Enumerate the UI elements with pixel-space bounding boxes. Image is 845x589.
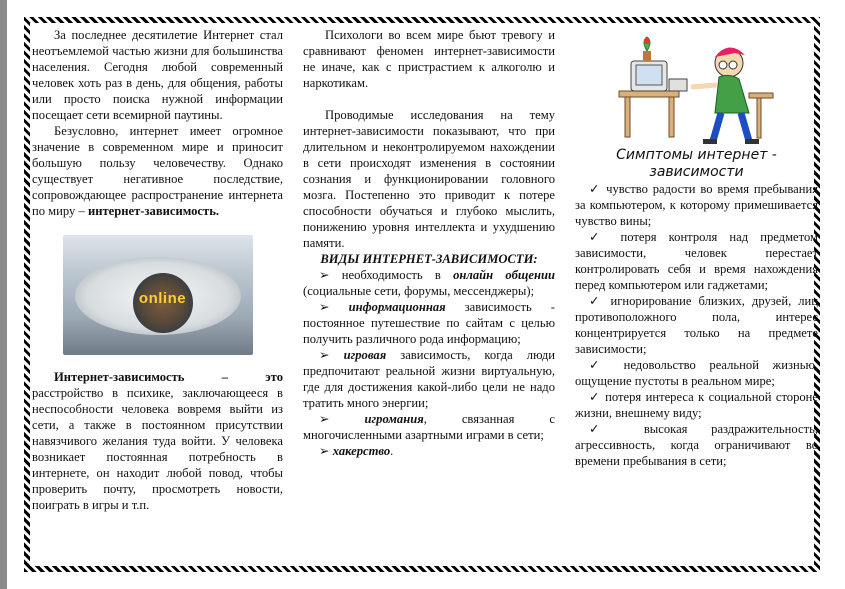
column-left <box>32 27 283 513</box>
checkmark-icon: ✓ <box>589 390 606 404</box>
symptom-item <box>575 293 818 357</box>
type-item-emphasis: онлайн общении <box>453 268 555 282</box>
type-item <box>303 347 555 411</box>
types-heading-text: ВИДЫ ИНТЕРНЕТ-ЗАВИСИМОСТИ <box>320 252 534 266</box>
type-item-text: . <box>390 444 394 458</box>
symptom-text: игнорирование близких, друзей, лиц противоположного пола, интерес концентрируется только на предмете зависимости; <box>575 294 819 356</box>
symptom-item <box>575 389 818 421</box>
type-item-emphasis: игромания <box>364 412 424 426</box>
symptom-text: недовольство реальной жизнью, ощущение пустоты в реальном мире; <box>575 358 819 388</box>
type-item-text: зависимость - постоянное путешествие по сайтам с целью получить различного рода информацию; <box>303 300 555 346</box>
checkmark-icon: ✓ <box>589 182 607 196</box>
type-item-text: , связанная с многочисленными азартными играми в сети; <box>303 412 555 442</box>
symptom-text: потеря интереса к социальной стороне жизни, внешнему виду; <box>575 390 818 420</box>
type-item-emphasis: информационная <box>348 300 446 314</box>
arrow-bullet-icon: ➢ <box>319 412 365 426</box>
arrow-bullet-icon: ➢ <box>319 300 349 314</box>
significance-paragraph <box>32 123 283 219</box>
checkmark-icon: ✓ <box>589 358 624 372</box>
addiction-term: интернет-зависимость. <box>87 204 220 218</box>
online-eye-image <box>63 235 253 355</box>
psychologists-paragraph: Психологи во всем мире бьют тревогу и сравнивают феномен интернет-зависимости не иначе, как с пристрастием к алкоголю и наркотикам. <box>303 28 555 90</box>
arrow-bullet-icon: ➢ <box>319 348 344 362</box>
symptom-item <box>575 229 818 293</box>
type-item <box>303 267 555 299</box>
definition-term: Интернет-зависимость – это <box>54 370 283 384</box>
type-item <box>303 299 555 347</box>
arrow-bullet-icon: ➢ <box>319 444 333 458</box>
type-item-emphasis: игровая <box>343 348 387 362</box>
checkmark-icon: ✓ <box>589 422 644 436</box>
types-heading: ВИДЫ ИНТЕРНЕТ-ЗАВИСИМОСТИ: <box>320 252 538 266</box>
computer-user-cartoon <box>617 29 777 147</box>
symptom-text: высокая раздражительность, агрессивность, когда ограничивают во времени пребывания в сети; <box>575 422 818 468</box>
type-item-text: зависимость, когда люди предпочитают реальной жизни виртуальную, где для достижения какой-либо цели не надо тратить много энергии; <box>303 348 555 410</box>
type-item <box>303 443 555 459</box>
research-paragraph: Проводимые исследования на тему интернет-зависимости показывают, что при длительном и неконтролируемом нахождении в сети происходят изменения в состоянии сознания и функционировании головного мозга. Постепенно это приводит к потере способности обучаться и глубоко мыслить, понижению уровня интеллекта и ухудшению памяти. <box>303 108 555 250</box>
eye-iris <box>133 273 193 333</box>
eye-white <box>75 257 241 335</box>
symptoms-title: Симптомы интернет - зависимости <box>616 147 777 180</box>
checkmark-icon: ✓ <box>589 294 611 308</box>
page-edge-shadow <box>0 0 7 589</box>
type-item-emphasis: хакерство <box>332 444 391 458</box>
arrow-bullet-icon: ➢ <box>319 268 342 282</box>
intro-paragraph: За последнее десятилетие Интернет стал неотъемлемой частью жизни для большинства населения. Сегодня любой современный человек хоть раз в день, для общения, работы или просто поиска нужной информации посещает сети всемирной паутины. <box>32 28 283 122</box>
type-item-text: (социальные сети, форумы, мессенджеры); <box>303 284 535 298</box>
types-list <box>303 267 555 459</box>
column-right <box>575 27 818 469</box>
definition-text: расстройство в психике, заключающееся в неспособности человека вовремя выйти из сети, а также в постоянном присутствии навязчивого желания туда войти. У человека возникает постоянная потребность в интернете, он находит любой повод, чтобы проверить почту, просмотреть новости, поиграть в игры и т.п. <box>32 386 283 512</box>
symptom-text: чувство радости во время пребывания за компьютером, к которому примешивается чувство вины; <box>575 182 818 228</box>
symptom-item <box>575 357 818 389</box>
type-item <box>303 411 555 443</box>
definition-paragraph <box>32 369 283 513</box>
symptom-text: потеря контроля над предметом зависимости, человек перестает контролировать себя и время нахождения перед компьютером или гаджетами; <box>575 230 818 292</box>
online-label: online <box>138 290 187 307</box>
symptom-item <box>575 181 818 229</box>
symptom-item <box>575 421 818 469</box>
type-item-text: необходимость в <box>341 268 454 282</box>
symptoms-list <box>575 181 818 469</box>
checkmark-icon: ✓ <box>589 230 621 244</box>
significance-text: Безусловно, интернет имеет огромное значение в современном мире и приносит большую пользу человечеству. Однако существует негативное последствие, сопровождающее распространение интернета по миру – <box>32 124 283 218</box>
column-middle <box>303 27 555 459</box>
